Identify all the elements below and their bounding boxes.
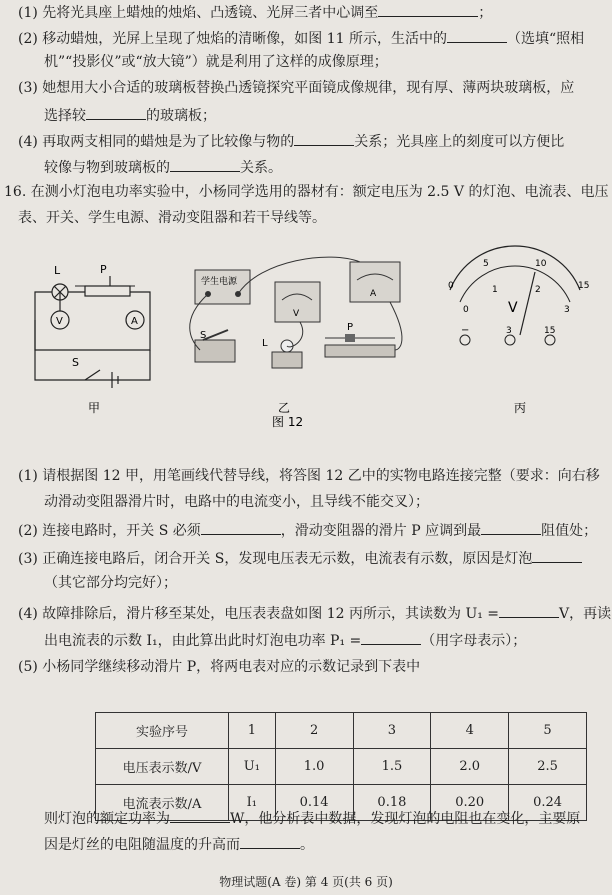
label-V: V [56, 316, 63, 327]
table-cell: 4 [431, 713, 509, 749]
table-cell: 2.0 [431, 749, 509, 785]
table-cell: 5 [509, 713, 587, 749]
ammeter-device-label: A [370, 289, 377, 299]
table-cell: 0.14 [275, 785, 353, 821]
circuit-diagram-jia [35, 276, 150, 388]
figure-12 [0, 240, 612, 430]
q15-line-1: (1) 先将光具座上蜡烛的烛焰、凸透镜、光屏三者中心调至 ； [18, 2, 492, 22]
q16-intro-1: 16. 在测小灯泡电功率实验中，小杨同学选用的器材有：额定电压为 2.5 V 的灯泡、电流表、电压 [4, 184, 609, 200]
table-cell: 2 [275, 713, 353, 749]
q16-blank-power[interactable] [170, 808, 230, 823]
table-cell: 0.24 [509, 785, 587, 821]
table-row [96, 749, 587, 785]
q15-blank-2[interactable] [447, 28, 507, 43]
q16-p3-line-1: (3) 正确连接电路后，闭合开关 S，发现电压表无示数，电流表有示数，原因是灯泡 [18, 548, 582, 568]
q16-end-line-1: 则灯泡的额定功率为 W，他分析表中数据，发现灯泡的电阻也在变化，主要原 [44, 808, 580, 828]
table-cell: 电流表示数/A [96, 785, 229, 821]
data-table [95, 712, 587, 821]
switch-device-label: S [200, 330, 207, 341]
dial-unit-V: V [508, 300, 518, 316]
q16-blank-switch[interactable] [201, 520, 281, 535]
lamp-device-label: L [262, 338, 268, 349]
q16-blank-p1[interactable] [361, 630, 421, 645]
page-footer: 物理试题(A 卷) 第 4 页(共 6 页) [219, 875, 393, 889]
dial-bottom-0: 0 [463, 305, 469, 315]
q16-blank-u1[interactable] [499, 603, 559, 618]
lamp-device [272, 352, 302, 368]
dial-bottom-1: 1 [492, 285, 498, 295]
table-cell: 1.0 [275, 749, 353, 785]
q15-blank-1[interactable] [378, 2, 478, 17]
q16-intro-2: 表、开关、学生电源、滑动变阻器和若干导线等。 [18, 210, 326, 226]
label-bing: 丙 [514, 401, 527, 415]
q15-line-3: 机”“投影仪”或“放大镜”）就是利用了这样的成像原理； [44, 54, 388, 70]
table-cell: 2.5 [509, 749, 587, 785]
dial-top-0: 0 [448, 281, 454, 291]
q16-p2: (2) 连接电路时，开关 S 必须 ，滑动变阻器的滑片 P 应调到最 阻值处； [18, 520, 597, 540]
figure-caption: 图 12 [272, 415, 304, 429]
q16-p1-line-2: 动滑动变阻器滑片时，电路中的电流变小，且导线不能交叉）； [44, 494, 429, 510]
table-cell: 3 [353, 713, 431, 749]
rheostat-device-label: P [347, 322, 354, 333]
q15-line-2: (2) 移动蜡烛，光屏上呈现了烛焰的清晰像，如图 11 所示，生活中的 （选填“照相 [18, 28, 584, 48]
dial-bottom-2: 2 [535, 285, 541, 295]
table-cell: 1.5 [353, 749, 431, 785]
q16-end-line-2: 因是灯丝的电阻随温度的升高而 。 [44, 834, 314, 854]
voltmeter-device-label: V [293, 309, 300, 319]
q15-line-4: (3) 她想用大小合适的玻璃板替换凸透镜探究平面镜成像规律，现有厚、薄两块玻璃板，应 [18, 80, 575, 96]
dial-terminal-3: 3 [506, 326, 512, 336]
dial-top-5: 5 [483, 259, 489, 269]
table-cell: 实验序号 [96, 713, 229, 749]
q16-p3-line-2: （其它部分均完好）； [44, 575, 177, 591]
label-jia: 甲 [88, 401, 101, 415]
q15-blank-5[interactable] [170, 157, 240, 172]
table-cell: I₁ [229, 785, 276, 821]
table-row [96, 713, 587, 749]
q15-line-5: 选择较 的玻璃板； [44, 105, 216, 125]
q15-line-7: 较像与物到玻璃板的 关系。 [44, 157, 282, 177]
label-S: S [72, 356, 79, 369]
q16-blank-fault[interactable] [532, 548, 582, 563]
switch-device [195, 340, 235, 362]
rheostat [85, 286, 130, 296]
q16-p1-line-1: (1) 请根据图 12 甲，用笔画线代替导线，将答图 12 乙中的实物电路连接完整（要求：向右移 [18, 468, 600, 484]
power-label: 学生电源 [201, 277, 238, 287]
table-cell: 0.20 [431, 785, 509, 821]
q15-line-6: (4) 再取两支相同的蜡烛是为了比较像与物的 关系；光具座上的刻度可以方便比 [18, 131, 564, 151]
table-cell: U₁ [229, 749, 276, 785]
q16-p4-line-2: 出电流表的示数 I₁，由此算出此时灯泡电功率 P₁ = （用字母表示）； [44, 630, 526, 650]
dial-terminal-15: 15 [544, 326, 556, 336]
label-yi: 乙 [278, 401, 291, 415]
dial-bottom-3: 3 [564, 305, 570, 315]
dial-top-10: 10 [535, 259, 547, 269]
q16-p5: (5) 小杨同学继续移动滑片 P，将两电表对应的示数记录到下表中 [18, 659, 421, 675]
q15-blank-4[interactable] [294, 131, 354, 146]
table-cell: 电压表示数/V [96, 749, 229, 785]
label-A: A [131, 316, 138, 327]
dial-neg: − [461, 325, 470, 336]
switch-symbol [85, 370, 100, 380]
q16-blank-resistance[interactable] [481, 520, 541, 535]
table-cell: 1 [229, 713, 276, 749]
label-P: P [100, 263, 107, 276]
dial-pointer [520, 272, 535, 335]
dial-top-15: 15 [578, 281, 590, 291]
q16-blank-resistance-trend[interactable] [240, 834, 300, 849]
rheostat-device [325, 345, 395, 357]
table-cell: 0.18 [353, 785, 431, 821]
voltmeter-dial-bing [450, 246, 580, 345]
apparatus-yi [190, 257, 402, 368]
q16-p4-line-1: (4) 故障排除后，滑片移至某处，电压表表盘如图 12 丙所示，其读数为 U₁ = V，再读 [18, 603, 611, 623]
q15-blank-3[interactable] [86, 105, 146, 120]
label-L: L [54, 264, 61, 277]
